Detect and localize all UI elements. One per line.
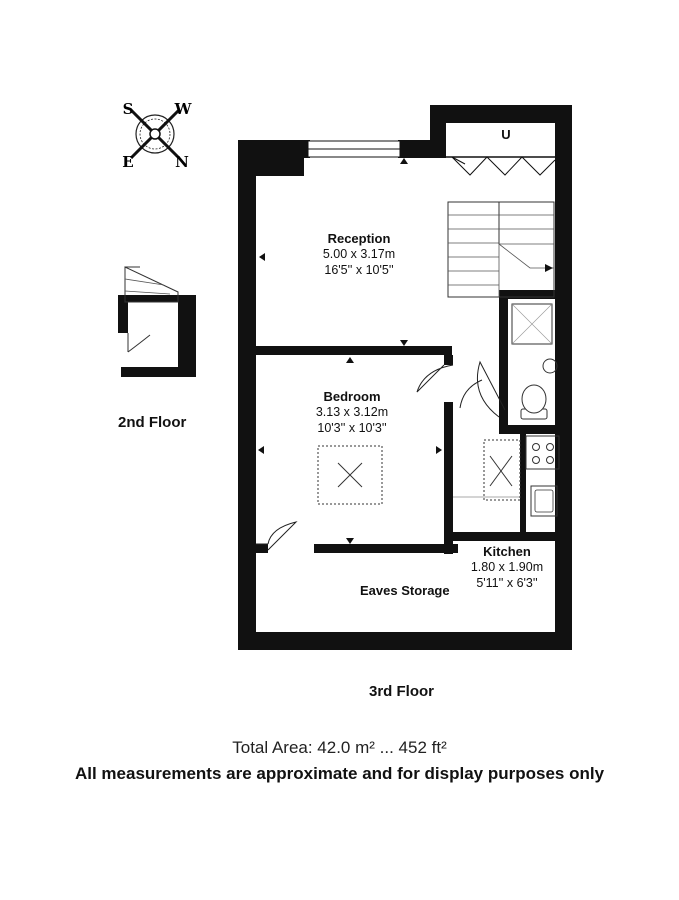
disclaimer-text: All measurements are approximate and for display purposes only [74, 764, 605, 783]
third-floor-label: 3rd Floor [369, 683, 435, 700]
kitchen-metric: 1.80 x 1.90m [470, 560, 544, 575]
kitchen-label [457, 544, 557, 592]
kitchen-name: Kitchen [483, 544, 531, 559]
reception-name: Reception [327, 231, 391, 246]
compass-n-label: N [175, 153, 189, 171]
utility-cupboard-label: U [501, 127, 511, 142]
bedroom-label [282, 389, 422, 437]
compass-s-label: S [122, 100, 134, 118]
compass-e-label: E [122, 153, 134, 171]
reception-imperial: 16'5'' x 10'5'' [324, 262, 394, 277]
compass-w-label: W [174, 100, 192, 118]
bedroom-imperial: 10'3'' x 10'3'' [317, 420, 387, 435]
bedroom-name: Bedroom [323, 389, 381, 404]
total-area-text: Total Area: 42.0 m² ... 452 ft² [232, 738, 447, 757]
bedroom-metric: 3.13 x 3.12m [315, 405, 389, 420]
eaves-storage-label: Eaves Storage [360, 583, 450, 598]
reception-metric: 5.00 x 3.17m [322, 247, 396, 262]
second-floor-label: 2nd Floor [118, 414, 187, 431]
reception-label [289, 231, 429, 279]
kitchen-imperial: 5'11'' x 6'3'' [476, 575, 538, 590]
second-floor-plan [118, 267, 196, 377]
compass-rose-icon [122, 100, 192, 171]
